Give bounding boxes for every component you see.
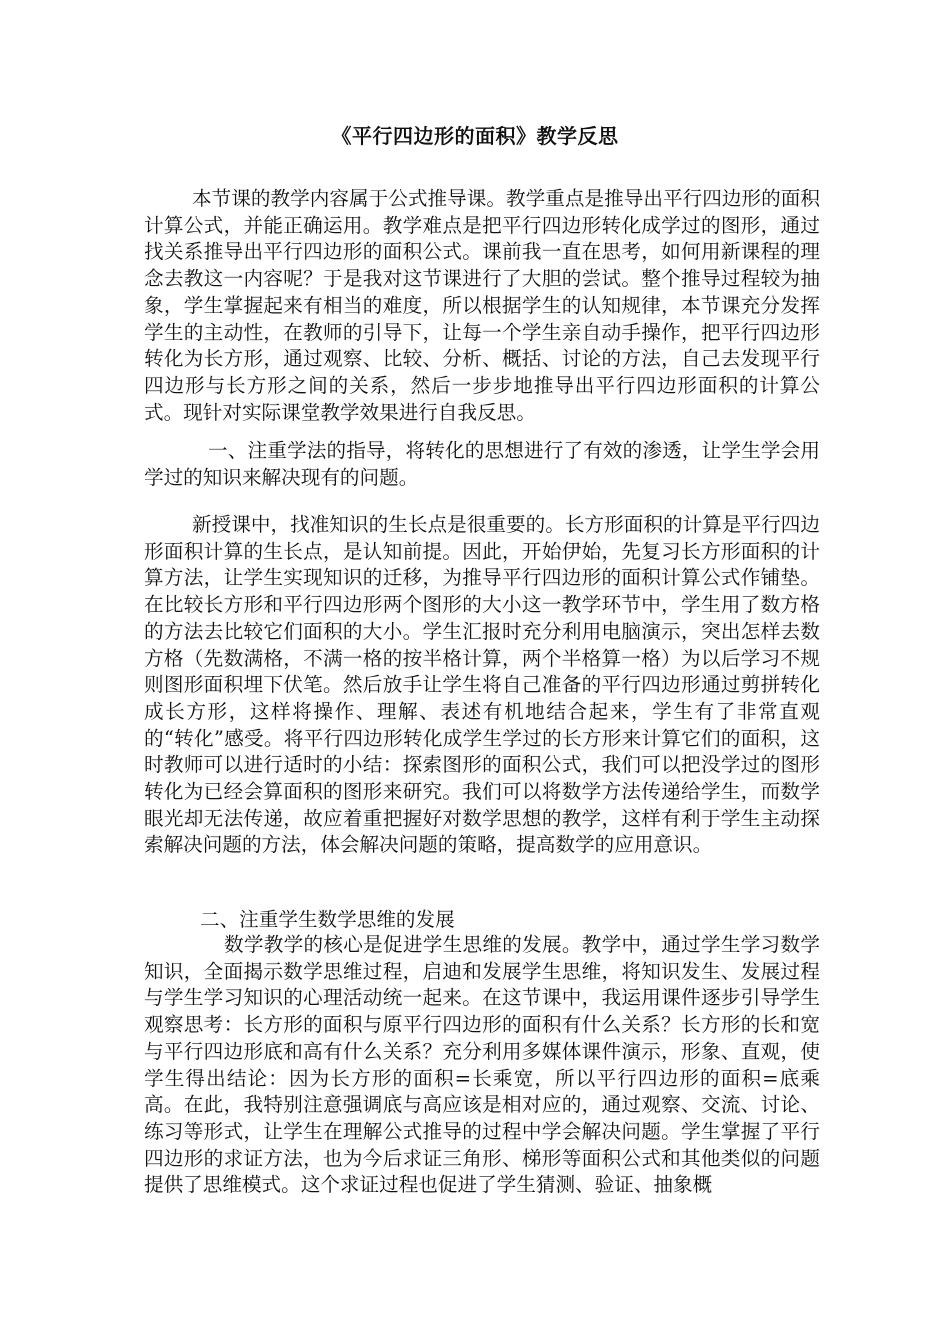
section-two-paragraph: 数学教学的核心是促进学生思维的发展。教学中，通过学生学习数学知识，全面揭示数学思维过程，启迪和发展学生思维，将知识发生、发展过程与学生学习知识的心理活动统一起来。在这节课中，我运用课件逐步引导学生观察思考：长方形的面积与原平行四边形的面积有什么关系？长方形的长和宽与平行四边形底和高有什么关系？充分利用多媒体课件演示，形象、直观，使学生得出结论：因为长方形的面积=长乘宽，所以平行四边形的面积=底乘高。在此，我特别注意强调底与高应该是相对应的，通过观察、交流、讨论、练习等形式，让学生在理解公式推导的过程中学会解决问题。学生掌握了平行四边形的求证方法，也为今后求证三角形、梯形等面积公式和其他类似的问题提供了思维模式。这个求证过程也促进了学生猜测、验证、抽象概	[144, 933, 820, 1197]
intro-paragraph: 本节课的教学内容属于公式推导课。教学重点是推导出平行四边形的面积计算公式，并能正确运用。教学难点是把平行四边形转化成学过的图形，通过找关系推导出平行四边形的面积公式。课前我一直在思考，如何用新课程的理念去教这一内容呢？于是我对这节课进行了大胆的尝试。整个推导过程较为抽象，学生掌握起来有相当的难度，所以根据学生的认知规律，本节课充分发挥学生的主动性，在教师的引导下，让每一个学生亲自动手操作，把平行四边形转化为长方形，通过观察、比较、分析、概括、讨论的方法，自己去发现平行四边形与长方形之间的关系，然后一步步地推导出平行四边形面积的计算公式。现针对实际课堂教学效果进行自我反思。	[144, 187, 820, 424]
section-two-heading: 二、注重学生数学思维的发展	[200, 908, 455, 931]
document-title: 《平行四边形的面积》教学反思	[331, 124, 619, 148]
section-one-paragraph: 新授课中，找准知识的生长点是很重要的。长方形面积的计算是平行四边形面积计算的生长点，是认知前提。因此，开始伊始，先复习长方形面积的计算方法，让学生实现知识的迁移，为推导平行四边形的面积计算公式作铺垫。在比较长方形和平行四边形两个图形的大小这一教学环节中，学生用了数方格的方法去比较它们面积的大小。学生汇报时充分利用电脑演示，突出怎样去数方格（先数满格，不满一格的按半格计算，两个半格算一格）为以后学习不规则图形面积埋下伏笔。然后放手让学生将自己准备的平行四边形通过剪拼转化成长方形，这样将操作、理解、表述有机地结合起来，学生有了非常直观的“转化”感受。将平行四边形转化成学生学过的长方形来计算它们的面积，这时教师可以进行适时的小结：探索图形的面积公式，我们可以把没学过的图形转化为已经会算面积的图形来研究。我们可以将数学方法传递给学生，而数学眼光却无法传递，故应着重把握好对数学思想的教学，这样有利于学生主动探索解决问题的方法，体会解决问题的策略，提高数学的应用意识。	[144, 513, 820, 857]
section-one-heading: 一、注重学法的指导，将转化的思想进行了有效的渗透，让学生学会用学过的知识来解决现有的问题。	[144, 439, 820, 489]
